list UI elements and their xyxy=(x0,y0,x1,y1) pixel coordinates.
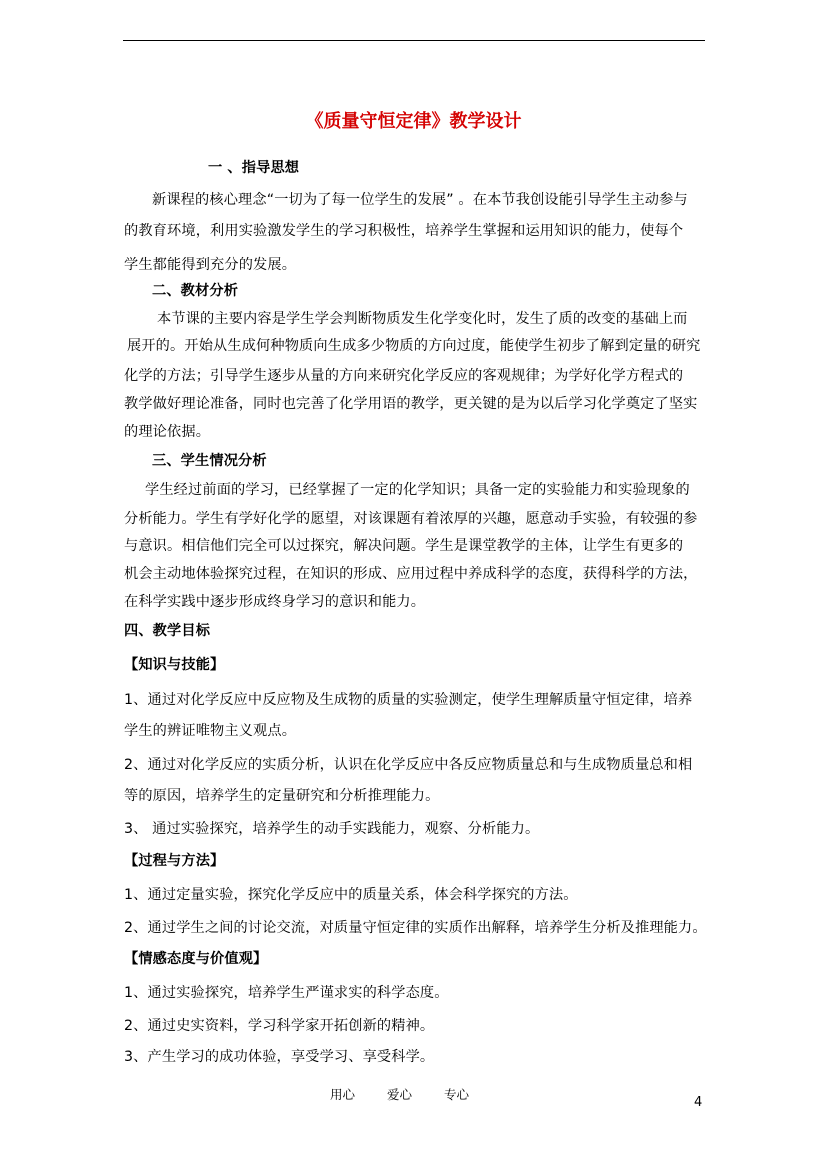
paragraph-line: 机会主动地体验探究过程，在知识的形成、应用过程中养成科学的态度，获得科学的方法， xyxy=(124,566,698,582)
subheading-emotion: 【情感态度与价值观】 xyxy=(124,951,268,967)
list-item: 1、通过对化学反应中反应物及生成物的质量的实验测定，使学生理解质量守恒定律，培养 xyxy=(124,692,693,708)
paragraph-line: 的理论依据。 xyxy=(124,424,211,440)
heading-material: 二、教材分析 xyxy=(152,283,239,299)
paragraph-line: 本节课的主要内容是学生学会判断物质发生化学变化时，发生了质的改变的基础上而 xyxy=(157,311,688,327)
list-item: 2、通过对化学反应的实质分析，认识在化学反应中各反应物质量总和与生成物质量总和相 xyxy=(124,757,693,773)
paragraph-line: 学生都能得到充分的发展。 xyxy=(124,257,297,273)
document-title: 《质量守恒定律》教学设计 xyxy=(305,111,522,132)
subheading-process: 【过程与方法】 xyxy=(124,853,225,869)
footer-item: 用心 xyxy=(330,1087,356,1102)
list-item: 1、通过实验探究，培养学生严谨求实的科学态度。 xyxy=(124,985,449,1001)
heading-goals: 四、教学目标 xyxy=(124,623,211,639)
heading-student: 三、学生情况分析 xyxy=(152,453,267,469)
paragraph-line: 化学的方法；引导学生逐步从量的方向来研究化学反应的客观规律；为学好化学方程式的 xyxy=(124,368,684,384)
subheading-knowledge: 【知识与技能】 xyxy=(124,657,225,673)
list-item: 等的原因，培养学生的定量研究和分析推理能力。 xyxy=(124,788,440,804)
paragraph-line: 教学做好理论准备，同时也完善了化学用语的教学，更关键的是为以后学习化学奠定了坚实 xyxy=(124,396,698,412)
paragraph-line: 与意识。相信他们完全可以过探究，解决问题。学生是课堂教学的主体，让学生有更多的 xyxy=(124,538,684,554)
header-rule xyxy=(123,40,705,41)
paragraph-line: 的教育环境，利用实验激发学生的学习积极性，培养学生掌握和运用知识的能力，使每个 xyxy=(124,223,684,239)
list-item: 3、 通过实验探究，培养学生的动手实践能力，观察、分析能力。 xyxy=(124,821,540,837)
page-number: 4 xyxy=(694,1095,703,1110)
list-item: 2、通过学生之间的讨论交流，对质量守恒定律的实质作出解释，培养学生分析及推理能力。 xyxy=(124,920,707,936)
list-item: 学生的辨证唯物主义观点。 xyxy=(124,723,297,739)
heading-guiding: 一 、指导思想 xyxy=(208,160,300,176)
paragraph-line: 在科学实践中逐步形成终身学习的意识和能力。 xyxy=(124,594,426,610)
paragraph-line: 展开的。开始从生成何种物质向生成多少物质的方向过度，能使学生初步了解到定量的研究 xyxy=(127,338,701,354)
paragraph-line: 新课程的核心理念“一切为了每一位学生的发展” 。在本节我创设能引导学生主动参与 xyxy=(152,192,688,208)
paragraph-line: 学生经过前面的学习，已经掌握了一定的化学知识；具备一定的实验能力和实验现象的 xyxy=(145,482,690,498)
list-item: 1、通过定量实验，探究化学反应中的质量关系，体会科学探究的方法。 xyxy=(124,887,578,903)
paragraph-line: 分析能力。学生有学好化学的愿望，对该课题有着浓厚的兴趣，愿意动手实验，有较强的参 xyxy=(124,511,698,527)
list-item: 3、产生学习的成功体验，享受学习、享受科学。 xyxy=(124,1049,435,1065)
footer-item: 爱心 xyxy=(387,1087,413,1102)
list-item: 2、通过史实资料，学习科学家开拓创新的精神。 xyxy=(124,1018,435,1034)
footer-item: 专心 xyxy=(444,1087,470,1102)
